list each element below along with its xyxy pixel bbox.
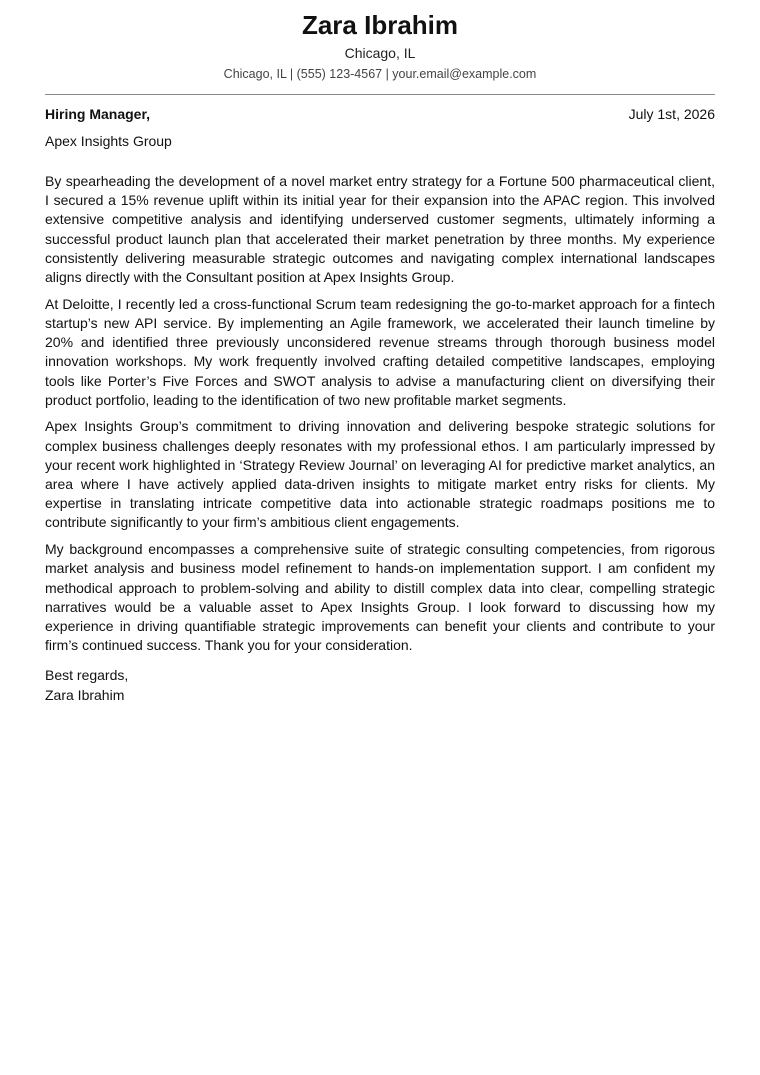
applicant-location: Chicago, IL (344, 45, 416, 61)
applicant-contact-line: Chicago, IL | (555) 123-4567 | your.email@example.com (223, 67, 537, 81)
body-paragraph: By spearheading the development of a novel market entry strategy for a Fortune 500 pharmaceutical client, I secured a 15% revenue uplift within its initial year for their expansion into the APAC region. This involved extensive competitive analysis and identifying underserved customer segments, ultimately informing a successful product launch plan that accelerated their market penetration by three months. My experience consistently delivering measurable strategic outcomes and navigating complex international landscapes aligns directly with the Consultant position at Apex Insights Group. (45, 173, 715, 286)
recipient-date-row (45, 105, 715, 123)
letter-header (45, 0, 715, 82)
closing-line: Best regards, (45, 667, 129, 684)
body-paragraph: My background encompasses a comprehensive suite of strategic consulting competencies, from rigorous market analysis and business model refinement to hands-on implementation support. I am confident my methodical approach to problem-solving and ability to distill complex data into clear, compelling strategic narratives would be a valuable asset to Apex Insights Group. I look forward to discussing how my experience in driving quantifiable strategic improvements can benefit your clients and contribute to your firm’s continued success. Thank you for your consideration. (45, 541, 715, 654)
recipient-salutation: Hiring Manager, (45, 106, 151, 122)
signature-name: Zara Ibrahim (45, 686, 125, 703)
body-paragraph: At Deloitte, I recently led a cross-functional Scrum team redesigning the go-to-market approach for a fintech startup’s new API service. By implementing an Agile framework, we accelerated their launch timeline by 20% and identified three previously unconsidered revenue streams through thorough business model innovation workshops. My work frequently involved crafting detailed competitive landscapes, employing tools like Porter’s Five Forces and SWOT analysis to advise a manufacturing client on diversifying their product portfolio, leading to the identification of two new profitable market segments. (45, 295, 715, 408)
applicant-name: Zara Ibrahim (301, 10, 459, 40)
letter-date: July 1st, 2026 (628, 106, 715, 122)
header-divider (45, 94, 715, 95)
body-paragraph: Apex Insights Group’s commitment to driving innovation and delivering bespoke strategic solutions for complex business challenges deeply resonates with my professional ethos. I am particularly impressed by your recent work highlighted in ‘Strategy Review Journal’ on leveraging AI for predictive market analytics, an area where I have actively applied data-driven insights to mitigate market entry risks for clients. My expertise in translating intricate competitive data into actionable strategic roadmaps positions me to contribute significantly to your firm’s ambitious client engagements. (45, 418, 715, 531)
letter-body (45, 172, 715, 655)
letter-signoff (45, 666, 715, 704)
recipient-company: Apex Insights Group (45, 133, 172, 149)
